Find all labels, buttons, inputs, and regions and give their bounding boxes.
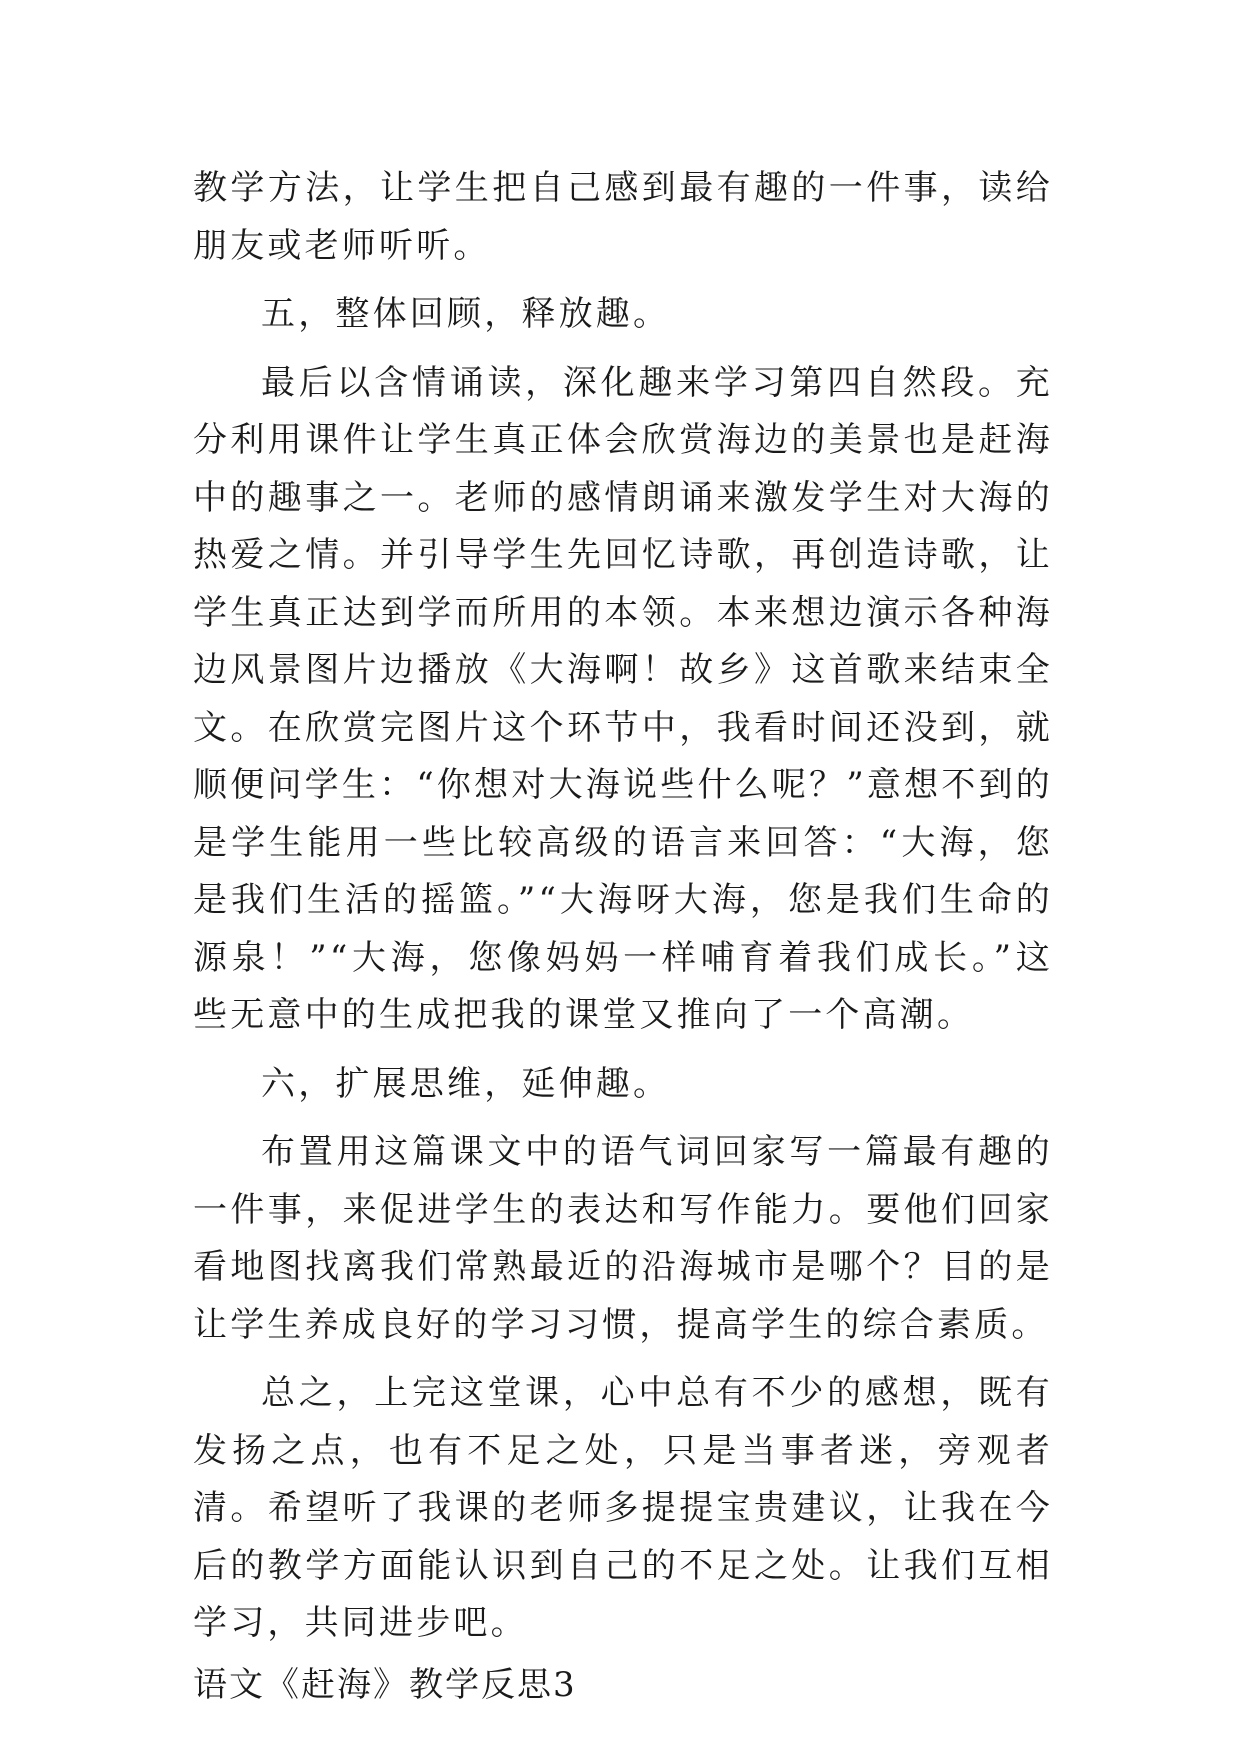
section-heading-five: 五，整体回顾，释放趣。 <box>261 294 671 334</box>
paragraph-final-reading: 最后以含情诵读，深化趣来学习第四自然段。充分利用课件让学生真正体会欣赏海边的美景也是赶海中的趣事之一。老师的感情朗诵来激发学生对大海的热爱之情。并引导学生先回忆诗歌，再创造诗歌，让学生真正达到学而所用的本领。本来想边演示各种海边风景图片边播放《大海啊！故乡》这首歌来结束全文。在欣赏完图片这个环节中，我看时间还没到，就顺便问学生：“你想对大海说些什么呢？”意想不到的是学生能用一些比较高级的语言来回答：“大海，您是我们生活的摇篮。”“大海呀大海，您是我们生命的源泉！”“大海，您像妈妈一样哺育着我们成长。”这些无意中的生成把我的课堂又推向了一个高潮。 <box>193 362 1053 1035</box>
paragraph-summary: 总之，上完这堂课，心中总有不少的感想，既有发扬之点，也有不足之处，只是当事者迷，旁观者清。希望听了我课的老师多提提宝贵建议，让我在今后的教学方面能认识到自己的不足之处。让我们互相学习，共同进步吧。 <box>193 1373 1053 1643</box>
section-title: 语文《赶海》教学反思3 <box>193 1664 577 1705</box>
paragraph-homework: 布置用这篇课文中的语气词回家写一篇最有趣的一件事，来促进学生的表达和写作能力。要他们回家看地图找离我们常熟最近的沿海城市是哪个？目的是让学生养成良好的学习习惯，提高学生的综合素质。 <box>193 1132 1053 1345</box>
section-heading-six: 六，扩展思维，延伸趣。 <box>261 1063 671 1104</box>
document-body <box>193 160 1053 1714</box>
paragraph-continued: 教学方法，让学生把自己感到最有趣的一件事，读给朋友或老师听听。 <box>193 168 1053 266</box>
